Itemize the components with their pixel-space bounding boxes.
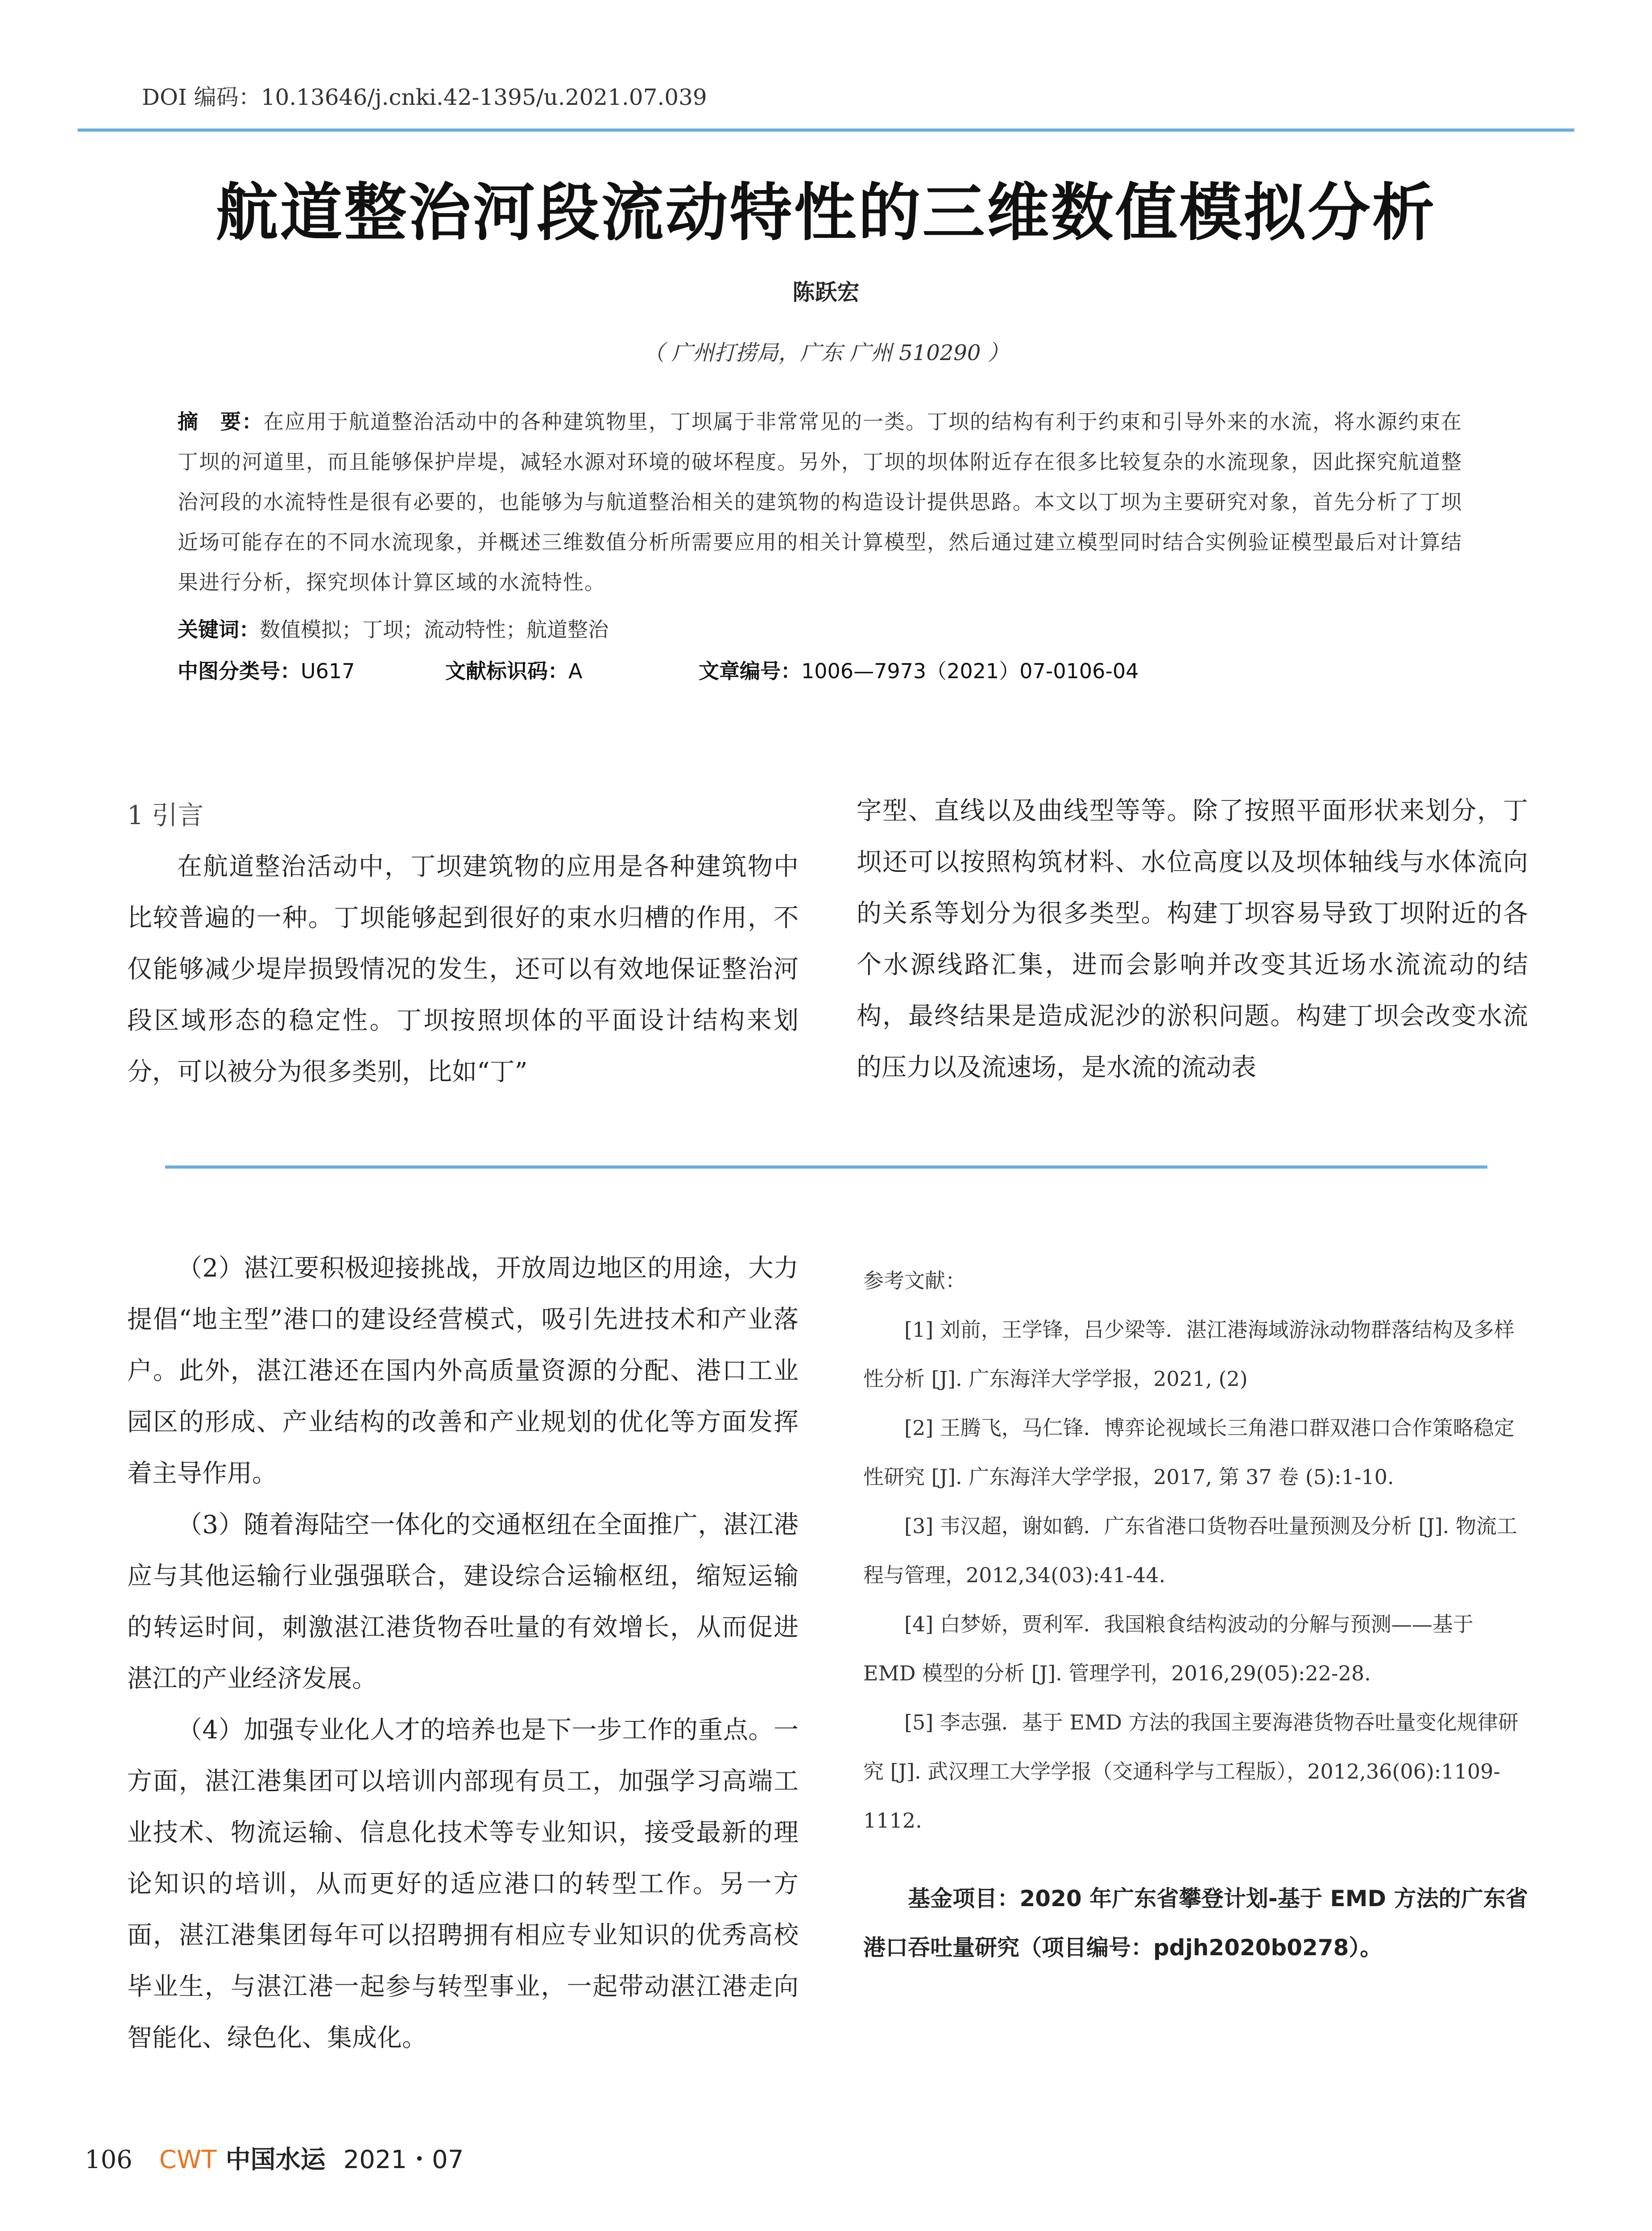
paragraph-2: （2）湛江要积极迎接挑战，开放周边地区的用途，大力提倡“地主型”港口的建设经营模式，吸引先进技术和产业落户。此外，湛江港还在国内外高质量资源的分配、港口工业园区的形成、产业结构的改善和产业规划的优化等方面发挥着主导作用。: [127, 1254, 799, 1488]
page-number: 106: [85, 2145, 132, 2174]
intro-paragraph-right: 字型、直线以及曲线型等等。除了按照平面形状来划分，丁坝还可以按照构筑材料、水位高度以及坝体轴线与水体流向的关系等划分为很多类型。构建丁坝容易导致丁坝附近的各个水源线路汇集，进而会影响并改变其近场水流流动的结构，最终结果是造成泥沙的淤积问题。构建丁坝会改变水流的压力以及流速场，是水流的流动表: [857, 796, 1528, 1082]
header-rule: [78, 129, 1574, 132]
references-heading: 参考文献：: [863, 1269, 966, 1293]
clc-value: U617: [301, 659, 355, 683]
article-no-value: 1006—7973（2021）07-0106-04: [801, 659, 1139, 683]
reference-item: [5] 李志强．基于 EMD 方法的我国主要海港货物吞吐量变化规律研究 [J]. 武汉理工大学学报（交通科学与工程版），2012,36(06):1109-1112.: [863, 1710, 1519, 1833]
article-no-item: [699, 655, 1139, 684]
references-list: [863, 1256, 1528, 1845]
intro-column-right: [857, 785, 1528, 1093]
abstract-label: 摘 要：: [178, 410, 263, 434]
abstract-block: [178, 402, 1479, 602]
funding-note: 基金项目：2020 年广东省攀登计划-基于 EMD 方法的广东省港口吞吐量研究（项目编号：pdjh2020b0278）。: [863, 1886, 1528, 1961]
author-name: 陈跃宏: [792, 279, 860, 305]
journal-name: 中国水运: [225, 2145, 326, 2174]
doc-code-item: [445, 655, 582, 684]
page-footer: [85, 2140, 464, 2176]
clc-label: 中图分类号：: [178, 659, 301, 683]
article-title: 航道整治河段流动特性的三维数值模拟分析: [215, 176, 1437, 249]
keywords-text: 数值模拟；丁坝；流动特性；航道整治: [260, 618, 609, 642]
cwt-logo: CWT: [159, 2145, 217, 2174]
intro-paragraph-left: 在航道整治活动中，丁坝建筑物的应用是各种建筑物中比较普遍的一种。丁坝能够起到很好的束水归槽的作用，不仅能够减少堤岸损毁情况的发生，还可以有效地保证整治河段区域形态的稳定性。丁坝按照坝体的平面设计结构来划分，可以被分为很多类别，比如“丁”: [127, 852, 799, 1086]
other-article-column: [127, 1243, 799, 2064]
reference-item: [1] 刘前，王学锋，吕少梁等．湛江港海域游泳动物群落结构及多样性分析 [J]. 广东海洋大学学报，2021, (2): [863, 1318, 1515, 1391]
paragraph-3: （3）随着海陆空一体化的交通枢纽在全面推广，湛江港应与其他运输行业强强联合，建设综合运输枢纽，缩短运输的转运时间，刺激湛江港货物吞吐量的有效增长，从而促进湛江的产业经济发展。: [127, 1510, 799, 1693]
article-no-label: 文章编号：: [699, 659, 801, 683]
reference-item: [4] 白梦娇，贾利军．我国粮食结构波动的分解与预测——基于 EMD 模型的分析 [J]. 管理学刊，2016,29(05):22-28.: [863, 1612, 1474, 1685]
reference-item: [2] 王腾飞，马仁锋．博弈论视域长三角港口群双港口合作策略稳定性研究 [J]. 广东海洋大学学报，2017, 第 37 卷 (5):1-10.: [863, 1416, 1515, 1489]
section-divider: [165, 1165, 1487, 1169]
paragraph-4: （4）加强专业化人才的培养也是下一步工作的重点。一方面，湛江港集团可以培训内部现有员工，加强学习高端工业技术、物流运输、信息化技术等专业知识，接受最新的理论知识的培训，从而更好的适应港口的转型工作。另一方面，湛江港集团每年可以招聘拥有相应专业知识的优秀高校毕业生，与湛江港一起参与转型事业，一起带动湛江港走向智能化、绿色化、集成化。: [127, 1716, 799, 2053]
issue-date: 2021・07: [343, 2145, 464, 2174]
clc-item: [178, 655, 355, 684]
intro-column-left: [127, 790, 799, 1098]
doc-code-label: 文献标识码：: [445, 659, 568, 683]
reference-item: [3] 韦汉超，谢如鹤．广东省港口货物吞吐量预测及分析 [J]. 物流工程与管理，2012,34(03):41-44.: [863, 1514, 1517, 1587]
doc-code-value: A: [568, 659, 583, 683]
keywords-label: 关键词：: [178, 618, 260, 642]
keywords-line: [178, 614, 609, 643]
affiliation: （ 广州打捞局，广东 广州 510290 ）: [643, 340, 1009, 365]
section-heading: 1 引言: [127, 800, 204, 830]
doi-line: DOI 编码：10.13646/j.cnki.42-1395/u.2021.07.039: [142, 84, 707, 110]
abstract-text: 在应用于航道整治活动中的各种建筑物里，丁坝属于非常常见的一类。丁坝的结构有利于约束和引导外来的水流，将水源约束在丁坝的河道里，而且能够保护岸堤，减轻水源对环境的破坏程度。另外，丁坝的坝体附近存在很多比较复杂的水流现象，因此探究航道整治河段的水流特性是很有必要的，也能够为与航道整治相关的建筑物的构造设计提供思路。本文以丁坝为主要研究对象，首先分析了丁坝近场可能存在的不同水流现象，并概述三维数值分析所需要应用的相关计算模型，然后通过建立模型同时结合实例验证模型最后对计算结果进行分析，探究坝体计算区域的水流特性。: [178, 410, 1462, 594]
